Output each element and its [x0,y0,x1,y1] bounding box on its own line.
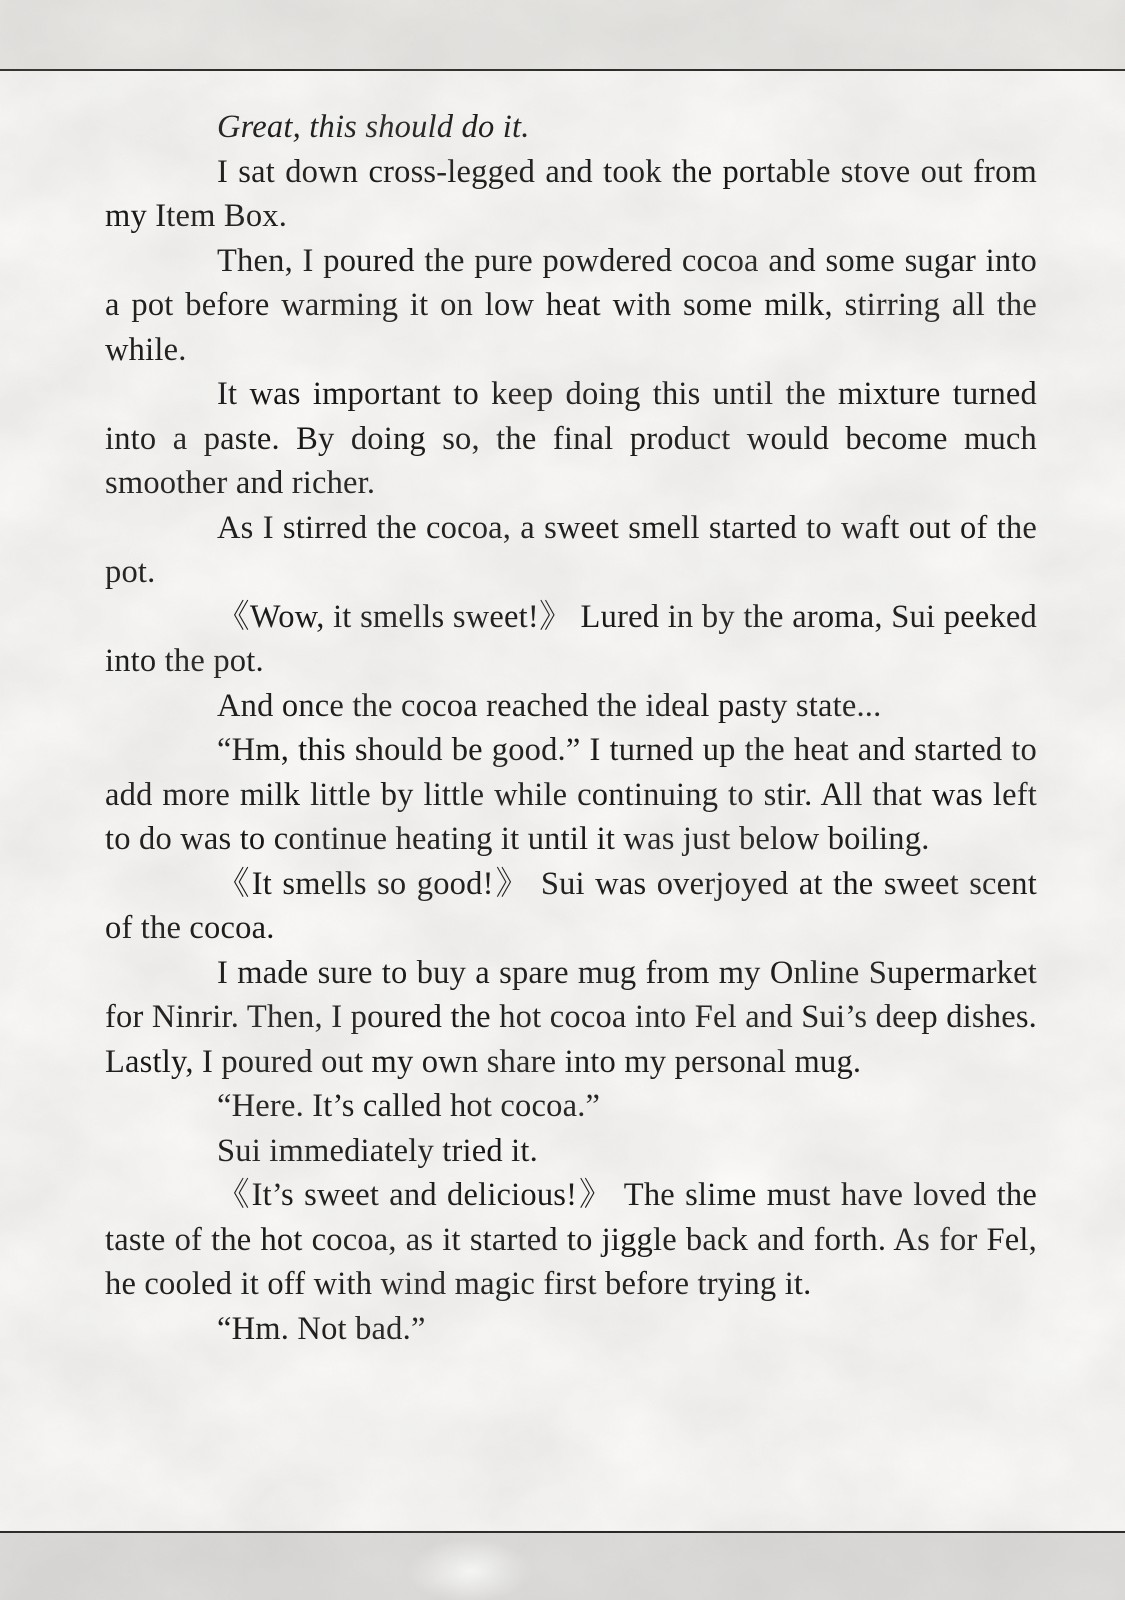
paragraph-dialogue: “Hm. Not bad.” [217,1310,426,1347]
paragraph-dialogue: “Here. It’s called hot cocoa.” [217,1088,601,1124]
paragraph-dialogue: “Hm, this should be good.” I turned up the heat and started to add more milk little by little while continuing to stir. All that was left to do was to continue heating it until it was just below boiling. [105,732,1037,857]
paragraph: As I stirred the cocoa, a sweet smell started to waft out of the pot. [105,509,1037,590]
bottom-margin-band [0,1531,1125,1600]
paragraph-telepathy: 《It smells so good!》 Sui was overjoyed at the sweet scent of the cocoa. [105,865,1037,946]
paragraph-inner-monologue: Great, this should do it. [217,109,530,145]
paragraph: I sat down cross-legged and took the portable stove out from my Item Box. [105,153,1037,234]
paragraph: I made sure to buy a spare mug from my Online Supermarket for Ninrir. Then, I poured the hot cocoa into Fel and Sui’s deep dishes. Lastly, I poured out my own share into my personal mug. [105,954,1037,1080]
paragraph-telepathy: 《It’s sweet and delicious!》 The slime must have loved the taste of the hot cocoa, as it started to jiggle back and forth. As for Fel, he cooled it off with wind magic first before trying it. [105,1177,1037,1302]
paragraph: Sui immediately tried it. [217,1132,538,1169]
top-margin-band [0,0,1125,71]
paragraph-telepathy: 《Wow, it smells sweet!》 Lured in by the aroma, Sui peeked into the pot. [105,598,1037,679]
paragraph: Then, I poured the pure powdered cocoa and some sugar into a pot before warming it on low heat with some milk, stirring all the while. [105,242,1037,368]
paragraph: It was important to keep doing this until the mixture turned into a paste. By doing so, the final product would become much smoother and richer. [105,376,1037,501]
paragraph: And once the cocoa reached the ideal pasty state... [217,687,882,724]
page-text-area [0,71,1125,1531]
